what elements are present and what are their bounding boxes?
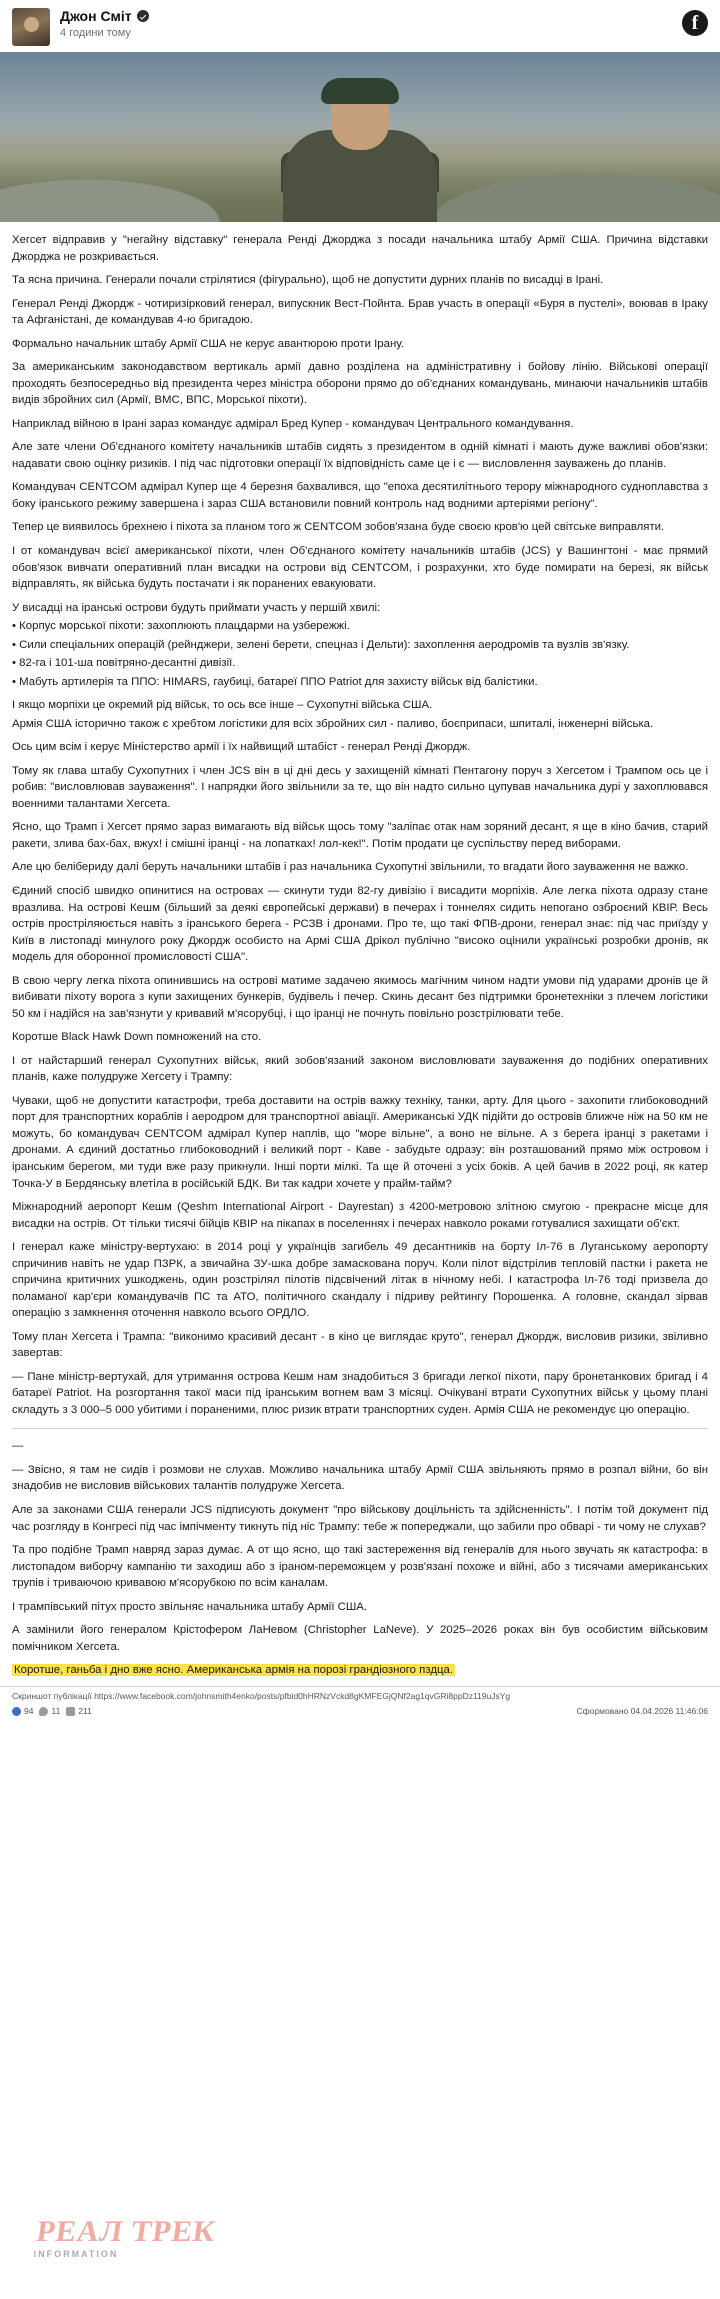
post-paragraph: Та ясна причина. Генерали почали стрілятися (фігурально), щоб не допустити дурних планів по висадці в Ірані. [12, 274, 604, 287]
post-paragraph: Хегсет відправив у "негайну відставку" генерала Ренді Джорджа з посади начальника штабу Армії США. Причина відставки Джорджа не розкривається. [12, 234, 708, 263]
post-paragraph: Коротше Black Hawk Down помножений на сто. [12, 1031, 262, 1044]
post-paragraph: Чуваки, щоб не допустити катастрофи, треба доставити на острів важку техніку, танки, арту. Для цього - захопити глибоководний порт для транспортних кораблів і аеродром для транспортної авіації. Американські УДК підійти до островів ближче ніж на 50 км не можуть, бо командувач CENTCOM адмірал Купер наплів, що "море вільне", а воно не вільне. А з берега іранці з ракетами і дронами. А єдиний достатньо глибоководний і великий порт - Каве - забудьте одразу: він розташований прямо між островом і іранським берегом, ми туди вже разу прикнули. Інші порти мілкі. Та ще й оточені з усіх боків. А цей бачив в 2022 році, як катер Точка-У в Бердянську влетіла в російській БДК. Ви так кадри хочете у прайм-тайм? [12, 1094, 708, 1190]
comment-count: 11 [51, 1705, 61, 1716]
footer-source-label: Скриншот публікації [12, 1690, 92, 1701]
post-paragraph: І якщо морпіхи це окремий рід військ, то ось все інше – Сухопутні війська США. [12, 699, 433, 712]
watermark-title: РЕАЛ ТРЕК [34, 2215, 219, 2248]
footer-timestamp: Сформовано 04.04.2026 11:46:06 [576, 1705, 708, 1716]
share-count: 211 [78, 1705, 92, 1716]
highlighted-text: Коротше, ганьба і дно вже ясно. Американська армія на порозі грандіозного пздца. [14, 1664, 453, 1677]
post-paragraph: І генерал каже міністру-вертухаю: в 2014 році у українців загибель 49 десантників на борту Іл-76 в Луганському аеропорту спричинив навіть не удар ПЗРК, а звичайна ЗУ-шка добре замаскована поруч. Коли пілот відстрілив тепловій пастки і ракета не спричина критичних ушкоджень, один розстрілял пілотів підсвічений літак в нічному небі. І катастрофа Іл-76 тоді призвела до поламаної кар'єри командувачів ПС та АТО, політичного скандалу і підриву рейтингу Порошенка. А головне, скандал зірвав операцію з замкнення оточення навколо всього ОРДЛО. [12, 1241, 708, 1320]
comment-stat[interactable] [39, 1706, 60, 1718]
post-paragraph: Тепер це виявилось брехнею і піхота за планом того ж CENTCOM зобов'язана буде своєю кров'ю цей світське виправляти. [12, 521, 665, 534]
like-count: 94 [24, 1705, 34, 1716]
post-timestamp: 4 години тому [60, 27, 131, 39]
post-list-item: • Сили спеціальних операцій (рейнджери, зелені берети, спецназ і Дельти): захоплення аеродромів та вузлів зв'язку. [12, 638, 630, 651]
share-icon [66, 1707, 75, 1716]
post-paragraph: Єдиний спосіб швидко опинитися на островах — скинути туди 82-гу дивізію і висадити морпіхів. Але легка піхота одразу стане вразлива. На острові Кешм (більший за деякі європейські держави) в печерах і тоннелях сидить непогано озброєний КВІР. Весь острів простріляюється навіть з іранського берега - РСЗВ і дронами. Про те, що такі ФПВ-дрони, генерал знає: під час приїзду у Київ в листопаді минулого року Джордж особисто на Армі США Дрікол публічно "високо оцінили українські розробки дронів, як модель для оборонної промисловості США". [12, 885, 708, 964]
post-list-item: • Мабуть артилерія та ППО: HIMARS, гаубиці, батареї ППО Patriot для захисту військ від балістики. [12, 675, 538, 688]
post-paragraph: Ось цим всім і керує Міністерство армії і їх найвищий штабіст - генерал Ренді Джордж. [12, 741, 471, 754]
post-paragraph: У висадці на іранські острови будуть приймати участь у першій хвилі: [12, 601, 381, 614]
footer [0, 1686, 720, 1724]
post-paragraph: — Звісно, я там не сидів і розмови не слухав. Можливо начальника штабу Армії США звільняють прямо в розпал війни, бо він знадобив не висловив військових талантів полудруже Хегсета. [12, 1463, 708, 1493]
post-header [0, 0, 720, 52]
footer-source-url[interactable]: https://www.facebook.com/johnsmith4enko/posts/pfbid0hHRNzVckd8gKMFEGjQNf2ag1qvGRi8ppDz119uJsYg [94, 1690, 511, 1701]
like-stat[interactable] [12, 1706, 33, 1718]
avatar[interactable] [12, 8, 50, 46]
hero-figure [275, 62, 445, 222]
post-paragraph: — Пане міністр-вертухай, для утримання острова Кешм нам знадобиться 3 бригади легкої піхоти, пару бронетанкових бригад і 4 батареї Patriot. На розгортання такої маси під іранським вогнем вам 3 місяці. Очікувані втрати Сухопутних військ у цьому плані складуть з 3 000–5 000 убитими і пораненими, плюс ризик втрати транспортних суден. Армія США не рекомендує цю операцію. [12, 1370, 708, 1416]
post-paragraph: І от найстарший генерал Сухопутних військ, який зобов'язаний законом висловлювати зауваження до подібних оперативних планів, каже полудруже Хегсету і Трампу: [12, 1054, 708, 1084]
post-paragraph: Генерал Ренді Джордж - чотиризірковий генерал, випускник Вест-Пойнта. Брав участь в операції «Буря в пустелі», воював в Іраку та Афганістані, де командував 4-ю бригадою. [12, 297, 708, 327]
post-list-item: • Корпус морської піхоти: захоплюють плацдарми на узбережжі. [12, 620, 350, 633]
post-paragraph: І трампівський пітух просто звільняє начальника штабу Армії США. [12, 1600, 368, 1613]
post-paragraph: А замінили його генералом Крістофером ЛаНевом (Christopher LaNeve). У 2025–2026 роках він був особистим військовим помічником Хегсета. [12, 1624, 708, 1653]
post-paragraph: Але зате члени Об'єднаного комітету начальників штабів сидять з президентом в одній кімнаті і мають дуже важливі обов'язки: надавати свою оцінку ризиків. І під час підготовки операції їх відповідність саме це і є — висловлення зауважень до планів. [12, 441, 708, 470]
footer-stats [12, 1706, 708, 1718]
author-name[interactable]: Джон Сміт [60, 8, 132, 24]
watermark-subtitle: INFORMATION [33, 2249, 119, 2259]
footer-source [12, 1691, 708, 1703]
post-paragraph: Наприклад війною в Ірані зараз командує адмірал Бред Купер - командувач Центрального командування. [12, 417, 574, 430]
comment-icon [39, 1707, 48, 1716]
post-paragraph: Та про подібне Трамп навряд зараз думає. А от що ясно, що такі застереження від генералів для нього звучать як катастрофа: в листопадом виборчу кампанію ти заходиш або з іраном-переможцем у розв'язані похоже и війні, або з тисячами американських трупів і триваючою кривавою м'ясорубкою по всім каналам. [12, 1544, 708, 1590]
verified-badge-icon [137, 10, 149, 22]
post-paragraph: За американським законодавством вертикаль армії давно розділена на адміністративну і бойову лінію. Військові операції проходять безпосередньо від президента через міністра оборони прямо до об'єднаних командувань, минаючи начальників штабів видів збройних сил (Армії, ВМС, ВПС, Морської піхоти). [12, 361, 708, 407]
hero-beret [321, 78, 399, 104]
post-author-block [60, 8, 149, 39]
share-stat[interactable] [66, 1706, 92, 1718]
post-paragraph: Командувач CENTCOM адмірал Купер ще 4 березня бахвалився, що "епоха десятилітнього терору міжнародного судноплавства з боку іранського режиму завершена і зараз США встановили повний контроль над водними артеріями регіону". [12, 481, 708, 510]
post-paragraph: Ясно, що Трамп і Хегсет прямо зараз вимагають від військ щось тому "заліпає отак нам зоряний десант, я ще в кіно бачив, старий ракети, злива бах-бах, вжух! і смішні іранці - на лопатках! лол-кек!". Потім продати це суспільству перед виборами. [12, 821, 708, 850]
text-divider [12, 1428, 708, 1429]
post-list-item: • 82-га і 101-ша повітряно-десантні дивізії. [12, 657, 236, 670]
post-paragraph: — [12, 1440, 24, 1453]
post-paragraph: Тому план Хегсета і Трампа: "виконимо красивий десант - в кіно це виглядає круто", генерал Джордж, висловив ризики, звіливно завертав: [12, 1330, 708, 1360]
facebook-logo: f [682, 10, 708, 36]
post-paragraph: Але за законами США генерали JCS підписують документ "про військову доцільність та здійсненність". І потім той документ під час розгляду в Конгресі під час імпічменту тикнуть під ніс Трампу: тебе ж попереджали, що забили про обварі - ти чому не слухав? [12, 1504, 708, 1533]
post-paragraph: Але цю белібериду далі беруть начальники штабів і раз начальника Сухопутні звільнили, то вгадати його зауваження не важко. [12, 861, 689, 874]
post-paragraph: В свою чергу легка піхота опинившись на острові матиме задачею якимось магічним чином надти умови під ударами дронів це й вибивати піхоту ворога з купи захищених бункерів, будівель і печер. Скинь десант без підтримки бронетехніки з плечем логістики 50 км і надійся на зав'язнути у кривавий м'ясорубці, і що іранці не почнуть повільно розстрілювати тебе. [12, 974, 708, 1020]
watermark [33, 2215, 218, 2259]
post-paragraph: Армія США історично також є хребтом логістики для всіх збройних сил - паливо, боєприпаси, шпиталі, інженерні війська. [12, 717, 654, 730]
post-paragraph: Формально начальник штабу Армії США не керує авантюрою проти Ірану. [12, 337, 404, 350]
post-body [0, 222, 720, 1679]
post-paragraph: Міжнародний аеропорт Кешм (Qeshm International Airport - Dayrestan) з 4200-метровою злітною смугою - прекрасне місце для висадки на острів. От тільки тисячі бійців КВІР на пікапах в поселеннях і печерах навколо роками готувалися захищати об'єкт. [12, 1201, 708, 1230]
post-paragraph: І от командувач всієї американської піхоти, член Об'єднаного комітету начальників штабів (JCS) у Вашингтоні - має прямий обов'язок вивчати оперативний план висадки на острови від CENTCOM, і розрахунки, хто буде помирати на березі, як військ відправлять, як війська будуть постачати і як поранених евакуювати. [12, 544, 708, 591]
post-paragraph: Тому як глава штабу Сухопутних і член JCS він в ці дні десь у захищеній кімнаті Пентагону поруч з Хегсетом і Трампом ось це і робив: "висловлював зауваження". І напрядки його звільнили за те, що він надто сильно цупував начальника дурі у захоплювався военними талантами Хегсета. [12, 764, 708, 810]
author-line [60, 8, 149, 24]
hero-photo [0, 52, 720, 222]
post-highlight-paragraph [12, 1662, 708, 1679]
like-icon [12, 1707, 21, 1716]
